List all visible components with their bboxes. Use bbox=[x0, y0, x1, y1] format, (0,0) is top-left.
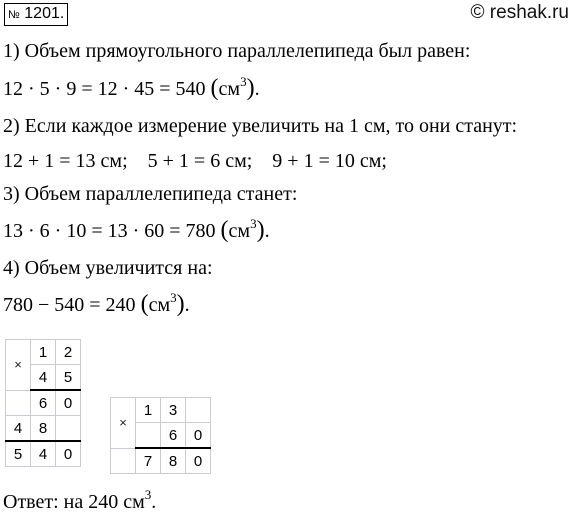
multiply-sign: × bbox=[6, 340, 31, 391]
digit-cell: 2 bbox=[56, 340, 81, 365]
problem-number: № 1201. bbox=[4, 3, 68, 26]
step-3-expression: 13 · 6 · 10 = 13 · 60 = 780 $(см^3)$. bbox=[3, 216, 270, 243]
digit-cell: 5 bbox=[6, 441, 31, 467]
digit-cell: 6 bbox=[161, 423, 186, 449]
digit-cell: 6 bbox=[31, 390, 56, 416]
digit-cell: 7 bbox=[136, 448, 161, 474]
digit-cell: 3 bbox=[161, 398, 186, 423]
digit-cell: 8 bbox=[161, 448, 186, 474]
digit-cell bbox=[136, 423, 161, 449]
step-1-label: 1) Объем прямоугольного параллелепипеда был равен: bbox=[3, 40, 471, 62]
digit-cell bbox=[6, 390, 31, 416]
step-2-expression: 12 + 1 = 13 см; 5 + 1 = 6 см; 9 + 1 = 10 см; bbox=[3, 150, 387, 172]
digit-cell: 5 bbox=[56, 365, 81, 391]
digit-cell: 0 bbox=[56, 441, 81, 467]
column-multiplication-12x45 bbox=[5, 339, 81, 467]
digit-cell: 0 bbox=[186, 423, 211, 449]
digit-cell: 0 bbox=[56, 390, 81, 416]
digit-cell: 4 bbox=[6, 416, 31, 442]
column-multiplication-13x60 bbox=[110, 397, 211, 474]
step-4-expression: 780 − 540 = 240 $(см^3)$. bbox=[3, 290, 190, 317]
digit-cell: 1 bbox=[31, 340, 56, 365]
site-watermark: © reshak.ru bbox=[470, 2, 569, 23]
digit-cell: 8 bbox=[31, 416, 56, 442]
digit-cell: 4 bbox=[31, 441, 56, 467]
step-4-label: 4) Объем увеличится на: bbox=[3, 257, 213, 279]
step-2-label: 2) Если каждое измерение увеличить на 1 см, то они станут: bbox=[3, 115, 518, 137]
digit-cell bbox=[111, 448, 136, 474]
step-1-expression: 12 · 5 · 9 = 12 · 45 = 540 $(см^3)$. bbox=[3, 74, 260, 101]
digit-cell bbox=[56, 416, 81, 442]
answer: Ответ: на 240 $см^3$. bbox=[3, 487, 157, 513]
digit-cell: 0 bbox=[186, 448, 211, 474]
multiply-sign: × bbox=[111, 398, 136, 449]
digit-cell bbox=[186, 398, 211, 423]
step-3-label: 3) Объем параллелепипеда станет: bbox=[3, 183, 298, 205]
digit-cell: 4 bbox=[31, 365, 56, 391]
digit-cell: 1 bbox=[136, 398, 161, 423]
